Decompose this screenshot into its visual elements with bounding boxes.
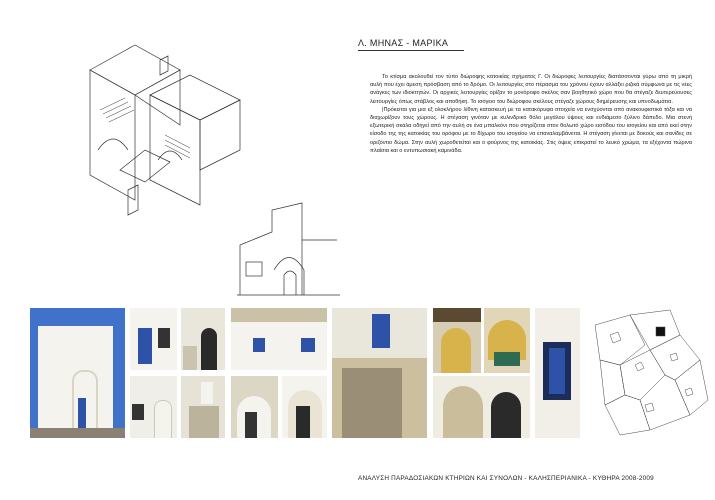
description-paragraph-1: Το κτίσμα ακολουθεί τον τύπο διώροφης κατοικίας σχήματος Γ. Οι διώροφες λειτουργίες διατάσσονται γύρω από τη μικρή αυλή που έχει άμεση πρόσβαση από το δρόμο. Οι λειτουργίες στο πέρασμα του χρόνου έχουν αλλάξει ριζικά σύμφωνα με τις νέες ανάγκες των ιδιοκτητών. Οι αρχικές λειτουργίες ορίζαν το μονόροφο σκέλος σαν βοηθητικό χώρο που θα στέγαζε δευτερεύουσες λειτουργίες όπως στάβλος και αποθήκη. Το ισόγειο του διώροφου σκέλους στέγαζε χώρους διημέρευσης και υπνοδωμάτια.	[370, 74, 692, 105]
photo-courtyard-detail	[332, 308, 427, 438]
description-text	[370, 73, 692, 155]
description-paragraph-2: |Πρόκειται για μια εξ ολοκλήρου λίθινη κατασκευή με τα κατακόρυφα στοιχεία να ενσχύονται από ανακουφιστικά τόξα και να διαχωρίζουν τους χώρους. Η στέγαση γινόταν με κυλινδρικό θόλο μεγάλου ύψους και ενδιάμεσο ξύλινο δάπεδο. Μια στενή εξωτερική σκάλα οδηγεί από την αυλή σε ένα μπαλκόνι που στηρίζεται στον θολωτό χώρο εισόδου του ισογείου και από εκεί στην είσοδο της της κατοικίας του ορόφου με το δίχωρο του ισογείου να επαναλαμβάνεται. Η στέγαση γίνεται με δοκούς και σανίδες σε οριζόντιο δώμα. Στην αυλή χωροθετείται και ο φούρνος της κατοικίας. Στις όψεις επικρατεί το λευκό χρώμα, τα εξέχοντα πώρινα πλαίσια και ο εντυπωσιακή καμινάδα.	[370, 106, 692, 154]
title-underline	[358, 50, 464, 51]
site-plan-map	[590, 305, 710, 440]
photo-interior-window	[535, 308, 580, 438]
photo-arched-door	[181, 308, 225, 370]
photo-stairs	[181, 376, 225, 438]
photo-interior-room	[484, 308, 530, 373]
page-title: Λ. ΜΗΝΑΣ - ΜΑΡΙΚΑ	[358, 38, 449, 48]
footer-caption: ΑΝΑΛΥΣΗ ΠΑΡΑΔΟΣΙΑΚΩΝ ΚΤΗΡΙΩΝ ΚΑΙ ΣΥΝΟΛΩΝ - ΚΑΛΗΣΠΕΡΙΑΝΙΚΑ - ΚΥΘΗΡΑ 2008-2009	[358, 475, 654, 482]
photo-blue-door	[130, 308, 177, 370]
photo-side-facade	[231, 308, 327, 370]
photo-interior-vault	[433, 376, 530, 438]
photo-entrance-arch	[282, 376, 327, 438]
elevation-sketch	[232, 200, 342, 300]
photo-facade	[30, 308, 125, 438]
photo-window	[130, 376, 177, 438]
photo-interior-arches	[433, 308, 481, 373]
photo-staircase-courtyard	[231, 376, 278, 438]
